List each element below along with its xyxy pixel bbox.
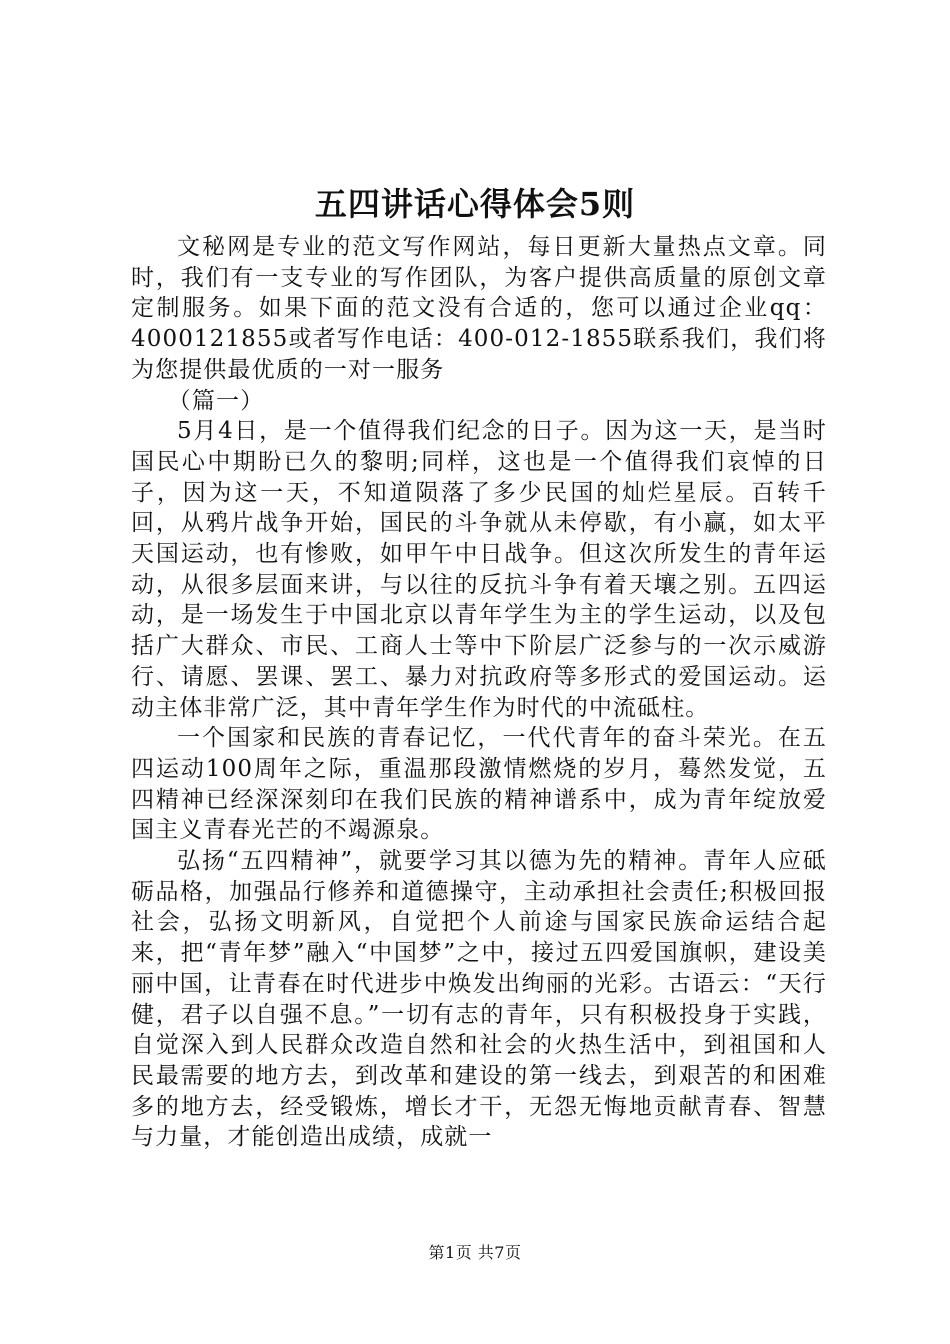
section-heading: （篇一） [167, 387, 265, 414]
intro-paragraph: 文秘网是专业的范文写作网站，每日更新大量热点文章。同时，我们有一支专业的写作团队，为客户提供高质量的原创文章定制服务。如果下面的范文没有合适的，您可以通过企业qq：4000121855或者写作电话：400-012-1855联系我们，我们将为您提供最优质的一对一服务 [131, 234, 827, 383]
body-paragraph-3: 弘扬“五四精神”，就要学习其以德为先的精神。青年人应砥砺品格，加强品行修养和道德操守，主动承担社会责任;积极回报社会，弘扬文明新风，自觉把个人前途与国家民族命运结合起来，把“青年梦”融入“中国梦”之中，接过五四爱国旗帜，建设美丽中国，让青春在时代进步中焕发出绚丽的光彩。古语云：“天行健，君子以自强不息。”一切有志的青年，只有积极投身于实践，自觉深入到人民群众改造自然和社会的火热生活中，到祖国和人民最需要的地方去，到改革和建设的第一线去，到艰苦的和困难多的地方去，经受锻炼，增长才干，无怨无悔地贡献青春、智慧与力量，才能创造出成绩，成就一 [131, 848, 827, 1151]
page-title: 五四讲话心得体会5则 [314, 185, 636, 223]
document-body [131, 232, 827, 1153]
body-paragraph-1: 5月4日，是一个值得我们纪念的日子。因为这一天，是当时国民心中期盼已久的黎明;同样，这也是一个值得我们哀悼的日子，因为这一天，不知道陨落了多少民国的灿烂星辰。百转千回，从鸦片战争开始，国民的斗争就从未停歇，有小赢，如太平天国运动，也有惨败，如甲午中日战争。但这次所发生的青年运动，从很多层面来讲，与以往的反抗斗争有着天壤之别。五四运动，是一场发生于中国北京以青年学生为主的学生运动，以及包括广大群众、市民、工商人士等中下阶层广泛参与的一次示威游行、请愿、罢课、罢工、暴力对抗政府等多形式的爱国运动。运动主体非常广泛，其中青年学生作为时代的中流砥柱。 [131, 418, 827, 721]
page-footer: 第1页 共7页 [428, 1243, 522, 1262]
body-paragraph-2: 一个国家和民族的青春记忆，一代代青年的奋斗荣光。在五四运动100周年之际，重温那段激情燃烧的岁月，蓦然发觉，五四精神已经深深刻印在我们民族的精神谱系中，成为青年绽放爱国主义青春光芒的不竭源泉。 [131, 725, 827, 844]
